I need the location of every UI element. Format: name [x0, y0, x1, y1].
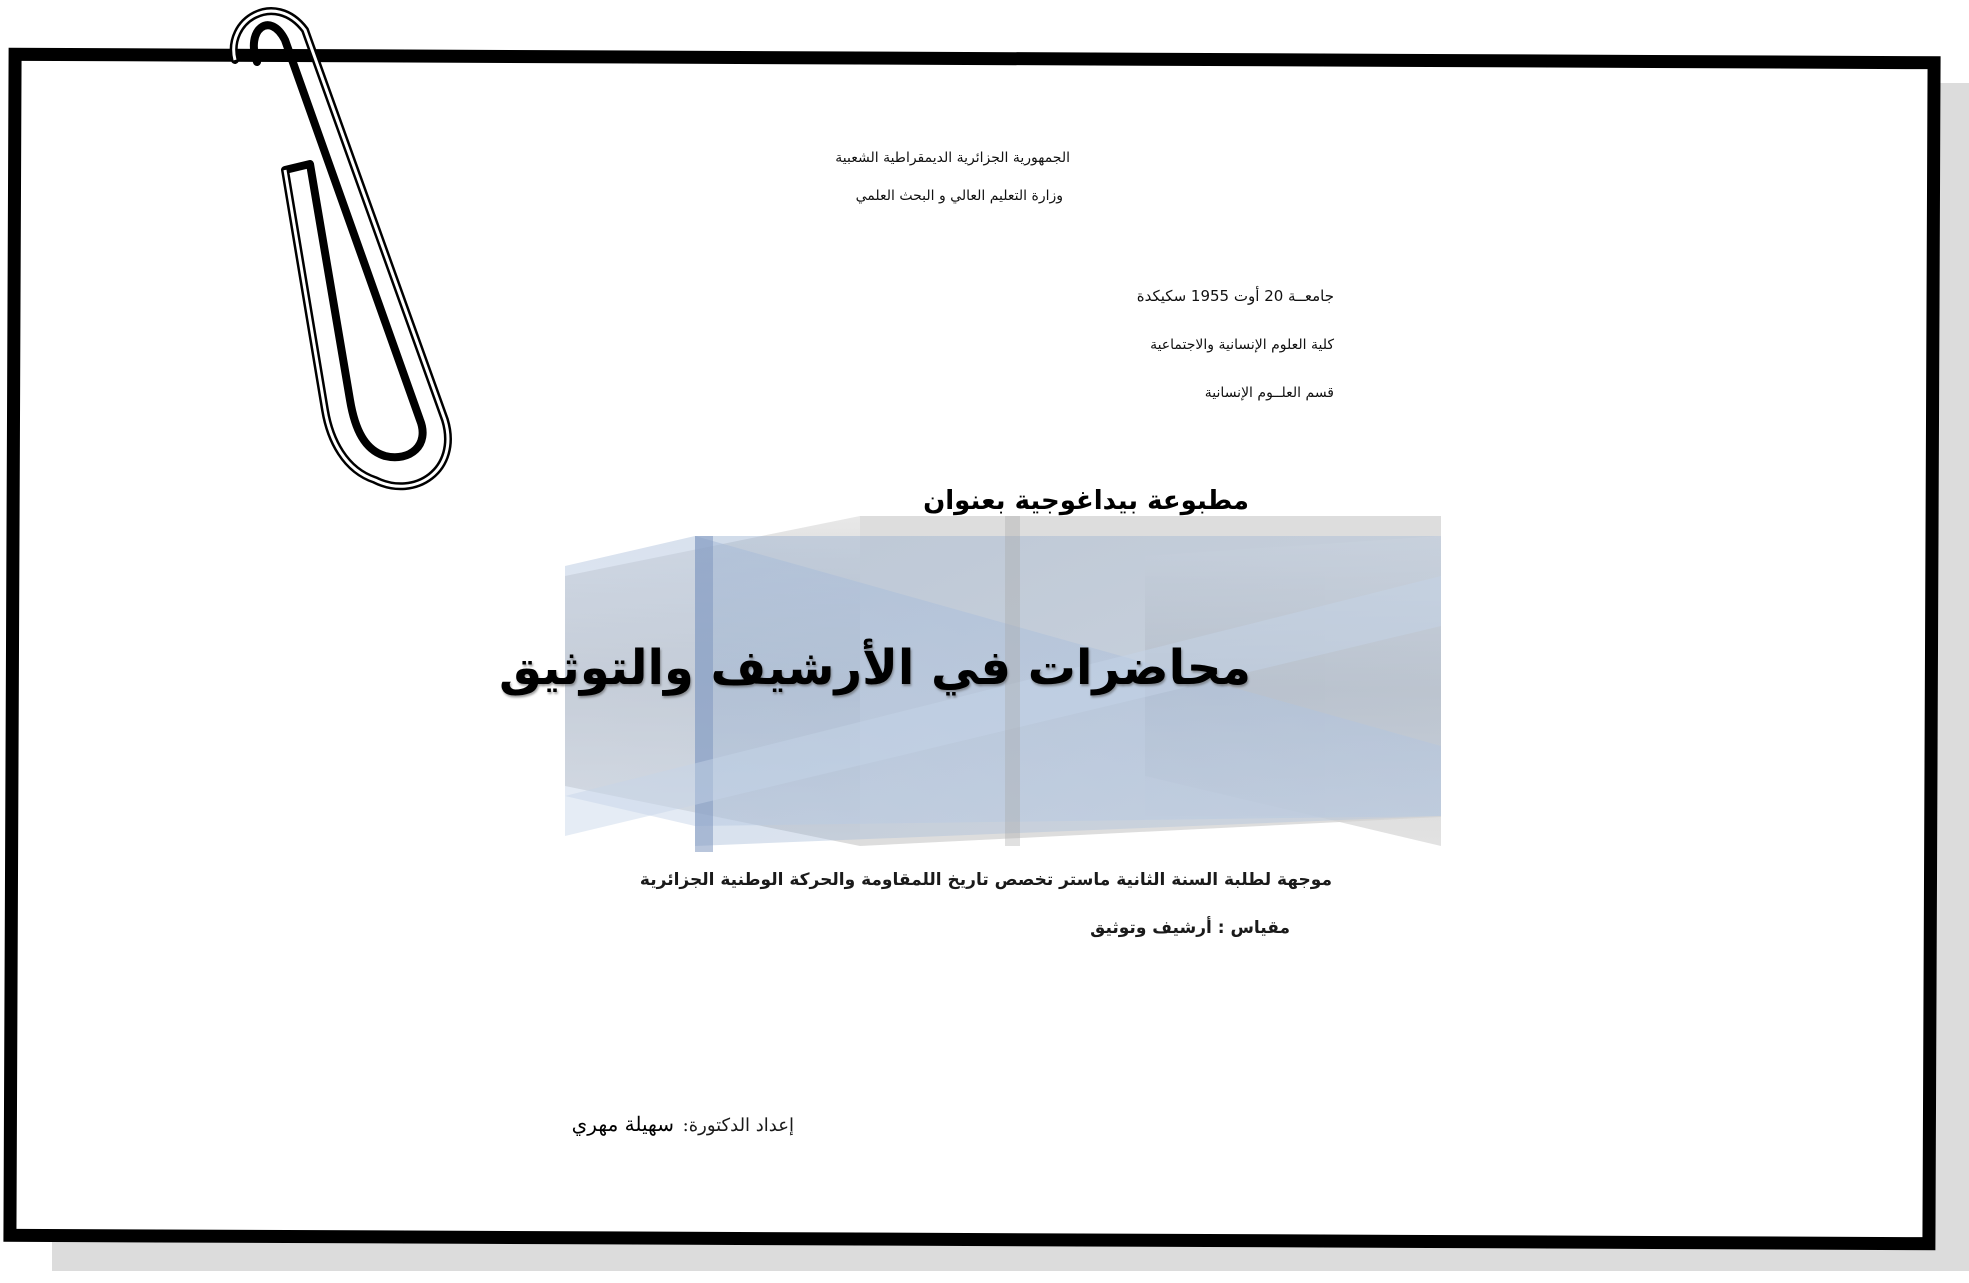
module-line: مقياس : أرشيف وتوثيق — [1090, 918, 1290, 938]
document-title: محاضرات في الأرشيف والتوثيق — [498, 640, 1251, 696]
university-line: جامعــة 20 أوت 1955 سكيكدة — [1136, 287, 1334, 305]
ministry-line: وزارة التعليم العالي و البحث العلمي — [855, 188, 1063, 204]
author-label: إعداد الدكتورة: — [682, 1115, 794, 1136]
republic-line: الجمهورية الجزائرية الديمقراطية الشعبية — [835, 150, 1070, 166]
faculty-line: كلية العلوم الإنسانية والاجتماعية — [1150, 337, 1334, 353]
document-heading: مطبوعة بيداغوجية بعنوان — [923, 486, 1249, 516]
author-name: سهيلة مهري — [571, 1112, 674, 1136]
paperclip-icon — [215, 0, 465, 510]
target-audience-line: موجهة لطلبة السنة الثانية ماستر تخصص تاريخ اللمقاومة والحركة الوطنية الجزائرية — [639, 870, 1332, 890]
department-line: قسم العلــوم الإنسانية — [1204, 385, 1334, 401]
